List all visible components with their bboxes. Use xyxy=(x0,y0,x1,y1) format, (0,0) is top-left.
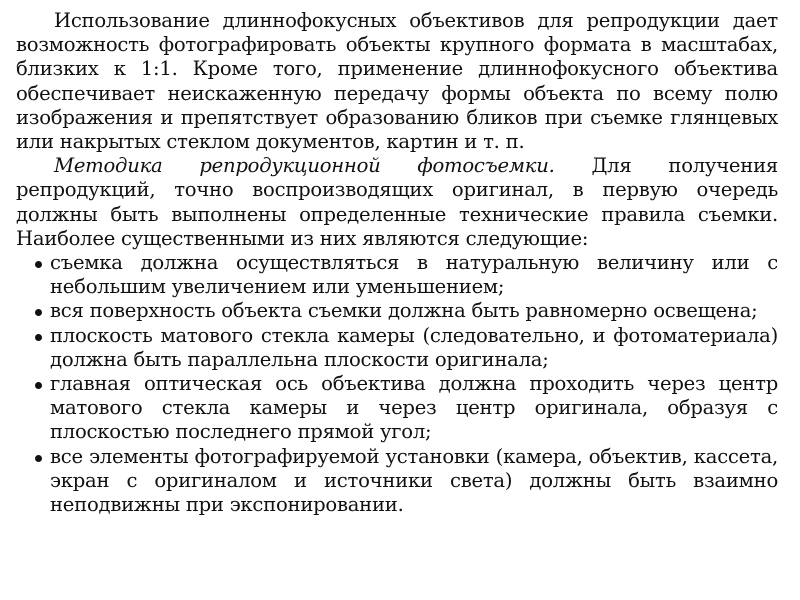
list-item xyxy=(16,445,778,518)
bullet-icon xyxy=(35,261,42,268)
list-item xyxy=(16,251,778,299)
method-heading: Методика репродукционной фотосъемки. xyxy=(54,154,555,178)
list-item-text: главная оптическая ось объектива должна проходить через центр матового стекла камеры и через центр оригинала, образуя с плоскостью последнего прямой угол; xyxy=(50,372,778,444)
list-item-text: вся поверхность объекта съемки должна быть равномерно освещена; xyxy=(50,299,758,323)
paragraph-intro: Использование длиннофокусных объективов для репродукции дает возможность фотографировать объекты крупного формата в масштабах, близких к 1:1. Кроме того, применение длиннофокусного объектива обеспечивает неискаженную передачу формы объекта по всему полю изображения и препятствует образованию бликов при съемке глянцевых или накрытых стеклом документов, картин и т. п. xyxy=(16,9,778,154)
list-item-text: все элементы фотографируемой установки (камера, объектив, кассета, экран с оригиналом и источники света) должны быть взаимно неподвижны при экспонировании. xyxy=(50,444,778,517)
bullet-icon xyxy=(35,334,42,341)
list-item-text: плоскость матового стекла камеры (следовательно, и фотоматериала) должна быть параллельна плоскости оригинала; xyxy=(50,323,778,371)
paragraph-method xyxy=(16,154,778,251)
bullet-icon xyxy=(35,382,42,389)
list-item-text: съемка должна осуществляться в натуральную величину или с небольшим увеличением или уменьшением; xyxy=(50,251,778,299)
bullet-icon xyxy=(35,455,42,462)
list-item xyxy=(16,324,778,372)
bullet-icon xyxy=(35,309,42,316)
rules-list xyxy=(16,251,778,517)
list-item xyxy=(16,372,778,445)
list-item xyxy=(16,299,778,323)
method-text: Для получения репродукций, точно воспроизводящих оригинал, в первую очередь должны быть выполнены определенные технические правила съемки. Наиболее существенными из них являются следующие: xyxy=(16,154,778,250)
